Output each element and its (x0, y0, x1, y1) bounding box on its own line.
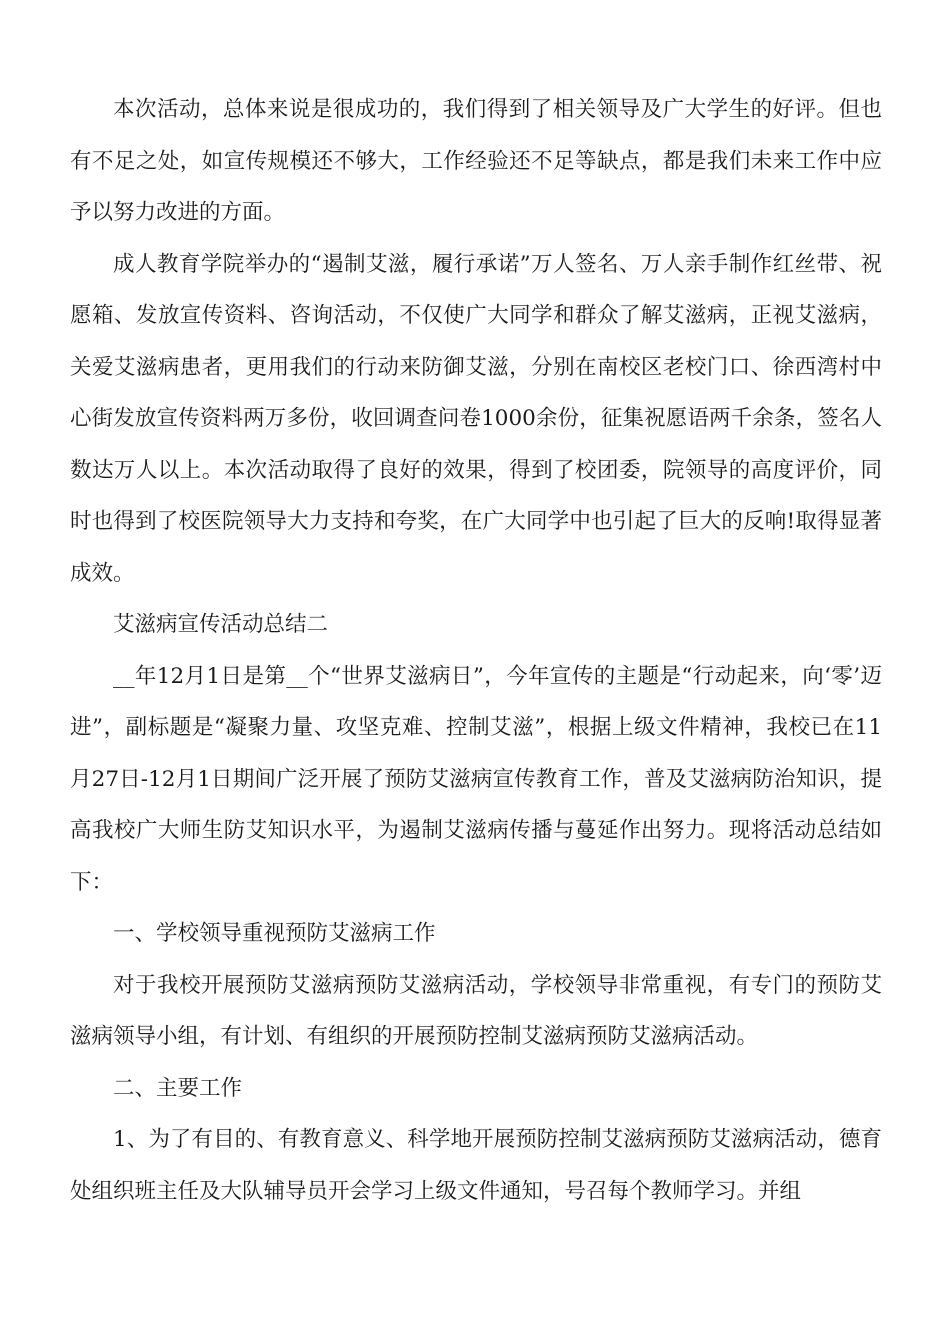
section-heading-summary-two: 艾滋病宣传活动总结二 (113, 612, 329, 637)
section-heading-main-work: 二、主要工作 (113, 1075, 243, 1101)
paragraph-leadership: 对于我校开展预防艾滋病预防艾滋病活动，学校领导非常重视，有专门的预防艾滋病领导小组，有计划、有组织的开展预防控制艾滋病预防艾滋病活动。 (70, 972, 882, 1049)
paragraph-main-work-item-1: 1、为了有目的、有教育意义、科学地开展预防控制艾滋病预防艾滋病活动，德育处组织班主任及大队辅导员开会学习上级文件通知，号召每个教师学习。并组 (70, 1127, 882, 1204)
paragraph-world-aids-day: __年12月1日是第__个“世界艾滋病日”，今年宣传的主题是“行动起来，向‘零’迈进”，副标题是“凝聚力量、攻坚克难、控制艾滋”，根据上级文件精神，我校已在11月27日-12月1日期间广泛开展了预防艾滋病宣传教育工作，普及艾滋病防治知识，提高我校广大师生防艾知识水平，为遏制艾滋病传播与蔓延作出努力。现将活动总结如下： (70, 663, 882, 895)
paragraph-adult-education-activity: 成人教育学院举办的“遏制艾滋，履行承诺”万人签名、万人亲手制作红丝带、祝愿箱、发放宣传资料、咨询活动，不仅使广大同学和群众了解艾滋病，正视艾滋病，关爱艾滋病患者，更用我们的行动来防御艾滋，分别在南校区老校门口、徐西湾村中心街发放宣传资料两万多份，收回调查问卷1000余份，征集祝愿语两千余条，签名人数达万人以上。本次活动取得了良好的效果，得到了校团委，院领导的高度评价，同时也得到了校医院领导大力支持和夸奖，在广大同学中也引起了巨大的反响!取得显著成效。 (70, 251, 882, 586)
paragraph-activity-evaluation: 本次活动，总体来说是很成功的，我们得到了相关领导及广大学生的好评。但也有不足之处，如宣传规模还不够大，工作经验还不足等缺点，都是我们未来工作中应予以努力改进的方面。 (70, 97, 882, 225)
section-heading-leadership: 一、学校领导重视预防艾滋病工作 (113, 921, 436, 946)
document-body (70, 84, 882, 1217)
